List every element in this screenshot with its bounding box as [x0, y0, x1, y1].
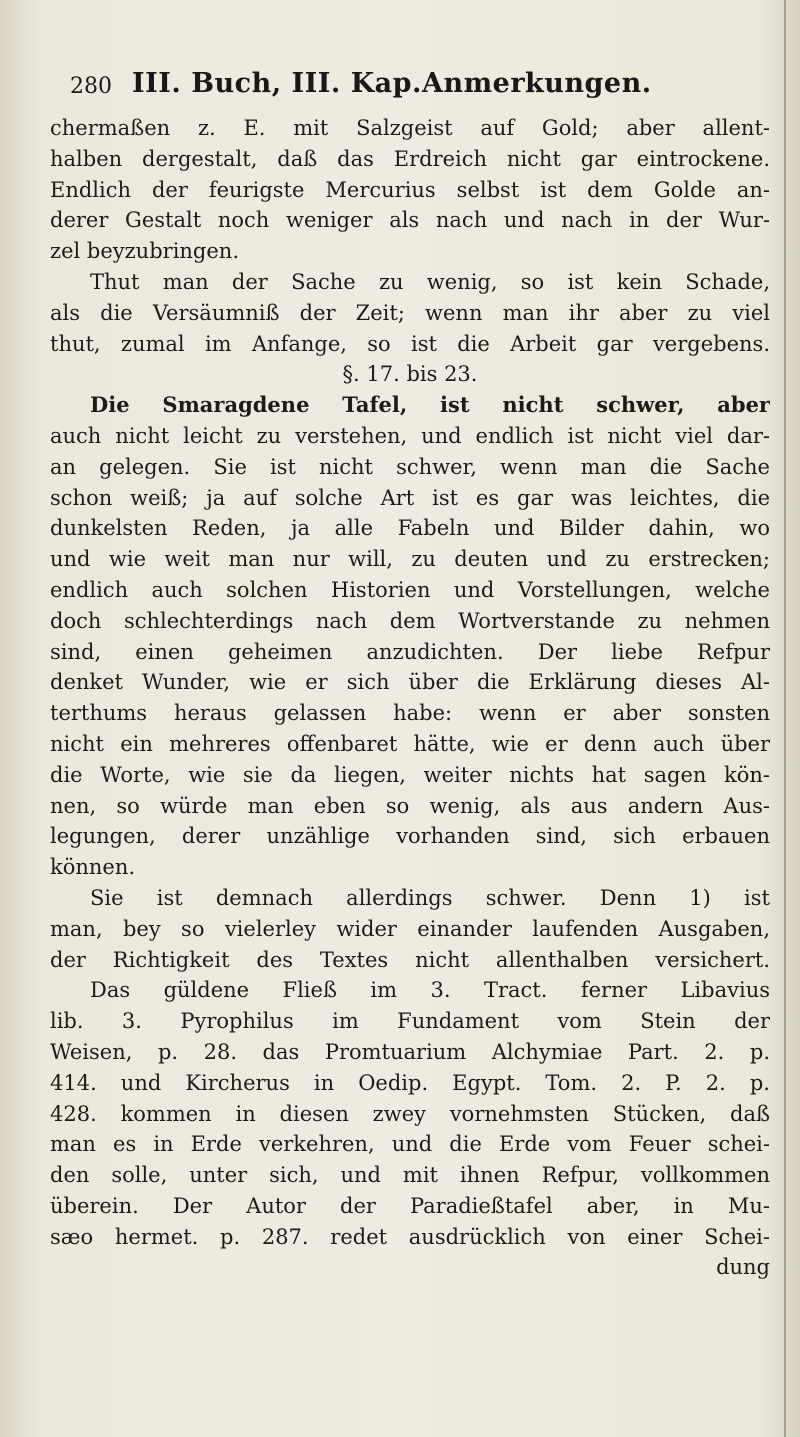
- text-line: 428. kommen in diesen zwey vornehmsten Stücken, daß: [50, 1101, 770, 1126]
- text-line: den solle, unter sich, und mit ihnen Refpur, vollkommen: [50, 1163, 770, 1188]
- text-line: endlich auch solchen Historien und Vorstellungen, welche: [50, 577, 770, 602]
- text-line: der Richtigkeit des Textes nicht allenthalben versichert.: [50, 947, 770, 972]
- text-line: Weisen, p. 28. das Promtuarium Alchymiae Part. 2. p.: [50, 1039, 770, 1064]
- text-line: derer Gestalt noch weniger als nach und nach in der Wur-: [50, 208, 770, 233]
- text-line: sind, einen geheimen anzudichten. Der liebe Refpur: [50, 639, 770, 664]
- text-line: man es in Erde verkehren, und die Erde vom Feuer schei-: [50, 1132, 770, 1157]
- text-line: lib. 3. Pyrophilus im Fundament vom Stein der: [50, 1009, 770, 1034]
- text-line: doch schlechterdings nach dem Wortverstande zu nehmen: [50, 608, 770, 633]
- text-line: Thut man der Sache zu wenig, so ist kein Schade,: [90, 269, 770, 294]
- catchword: dung: [716, 1255, 770, 1280]
- text-line: dunkelsten Reden, ja alle Fabeln und Bilder dahin, wo: [50, 516, 770, 541]
- text-line: man, bey so vielerley wider einander laufenden Ausgaben,: [50, 916, 770, 941]
- text-line: auch nicht leicht zu verstehen, und endlich ist nicht viel dar-: [50, 423, 770, 448]
- running-title-right: Anmerkungen.: [422, 68, 652, 99]
- page-edge-shadow: [784, 0, 786, 1437]
- running-title-left: III. Buch, III. Kap.: [132, 68, 422, 99]
- text-line: können.: [50, 855, 136, 880]
- text-line: schon weiß; ja auf solche Art ist es gar was leichtes, die: [50, 485, 770, 510]
- text-line: Die Smaragdene Tafel, ist nicht schwer, aber: [90, 392, 770, 418]
- text-line: nen, so würde man eben so wenig, als aus andern Aus-: [50, 793, 770, 818]
- section-heading: §. 17. bis 23.: [342, 362, 478, 387]
- text-line: legungen, derer unzählige vorhanden sind, sich erbauen: [50, 824, 770, 849]
- text-line: denket Wunder, wie er sich über die Erklärung dieses Al-: [50, 670, 770, 695]
- text-line: zel beyzubringen.: [50, 239, 239, 264]
- text-line: nicht ein mehreres offenbaret hätte, wie er denn auch über: [50, 731, 770, 756]
- body-text: [50, 113, 770, 1283]
- page-header: [70, 58, 710, 108]
- text-line: Endlich der feurigste Mercurius selbst ist dem Golde an-: [50, 177, 770, 202]
- text-line: überein. Der Autor der Paradießtafel aber, in Mu-: [50, 1193, 770, 1218]
- text-line: als die Versäumniß der Zeit; wenn man ihr aber zu viel: [50, 300, 770, 325]
- text-line: terthums heraus gelassen habe: wenn er aber sonsten: [50, 701, 770, 726]
- text-line: und wie weit man nur will, zu deuten und zu erstrecken;: [50, 547, 770, 572]
- text-line: 414. und Kircherus in Oedip. Egypt. Tom. 2. P. 2. p.: [50, 1070, 770, 1095]
- text-line: chermaßen z. E. mit Salzgeist auf Gold; aber allent-: [50, 116, 770, 140]
- text-line: sæo hermet. p. 287. redet ausdrücklich von einer Schei-: [50, 1224, 770, 1249]
- text-line: die Worte, wie sie da liegen, weiter nichts hat sagen kön-: [50, 762, 770, 787]
- page-number: 280: [70, 74, 112, 99]
- text-line: thut, zumal im Anfange, so ist die Arbeit gar vergebens.: [50, 331, 770, 356]
- text-line: Das güldene Fließ im 3. Tract. ferner Libavius: [90, 978, 770, 1003]
- text-line: Sie ist demnach allerdings schwer. Denn 1) ist: [90, 885, 770, 910]
- text-line: halben dergestalt, daß das Erdreich nicht gar eintrockene.: [50, 146, 770, 171]
- text-line: an gelegen. Sie ist nicht schwer, wenn man die Sache: [50, 454, 770, 479]
